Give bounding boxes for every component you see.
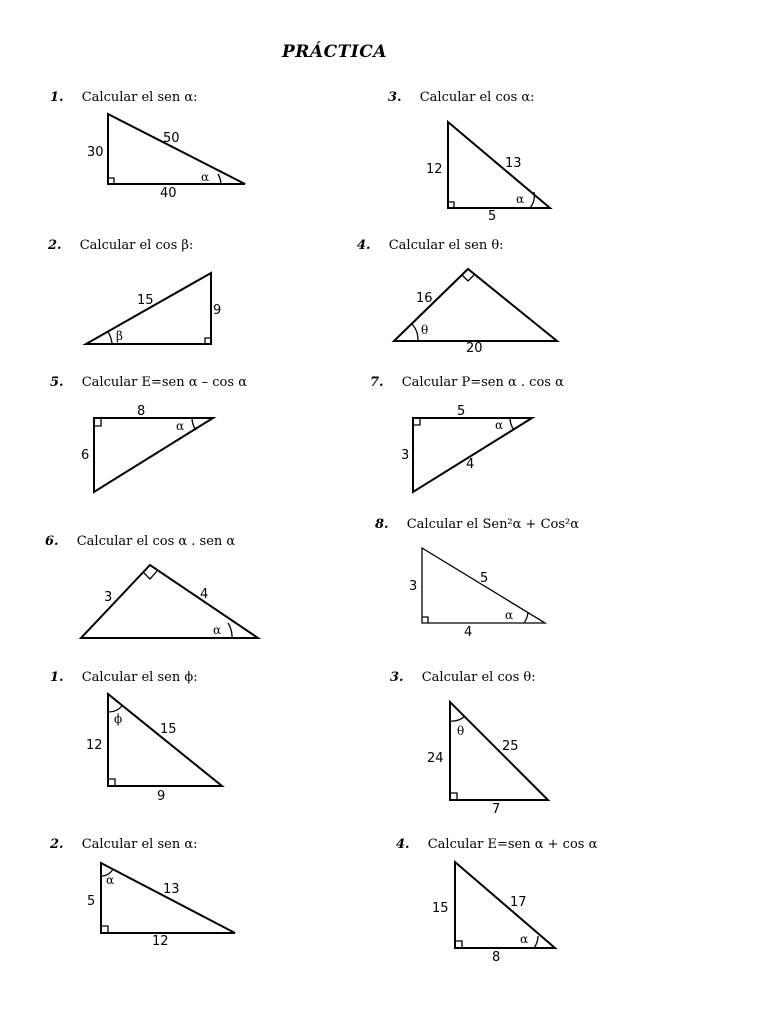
triangle-figure-4 [394,269,557,356]
angle-label: α [516,192,525,206]
problem-number: 2. [50,837,64,852]
triangle-figure-10 [427,702,548,817]
side-label: 12 [152,934,169,949]
side-label: 12 [426,162,443,177]
side-label: 4 [464,625,473,640]
angle-label: α [106,873,115,887]
side-label: 20 [466,341,483,356]
side-label: 15 [160,722,177,737]
side-label: 15 [137,293,154,308]
triangle-figure-11 [87,863,235,949]
triangle-figure-9 [86,694,222,804]
triangle-figure-12 [432,862,555,965]
side-label: 8 [492,950,501,965]
side-label: 3 [401,448,410,463]
problem-number: 3. [388,90,402,105]
problem-prompt: Calcular E=sen α – cos α [81,375,247,390]
problem-prompt: Calcular el sen α: [81,837,198,852]
problem-number: 2. [48,238,62,253]
problem-prompt: Calcular el sen α: [81,90,198,105]
angle-label: α [176,419,185,433]
angle-label: β [116,329,123,343]
side-label: 3 [409,579,418,594]
angle-label: α [505,608,514,622]
side-label: 9 [157,789,166,804]
side-label: 4 [466,457,475,472]
problem-number: 6. [45,534,59,549]
side-label: 25 [502,739,519,754]
side-label: 5 [87,894,96,909]
side-label: 24 [427,751,444,766]
problem-number: 4. [357,238,371,253]
angle-label: α [201,170,210,184]
problem-number: 5. [50,375,64,390]
triangle-figure-8 [409,548,545,640]
problem-number: 1. [50,90,64,105]
problem-prompt: Calcular el cos α . sen α [76,534,236,549]
triangle-figure-5 [81,404,213,492]
side-label: 40 [160,186,177,201]
problem-number: 3. [390,670,404,685]
triangle-figure-2 [426,122,550,224]
triangle-figure-1 [87,114,245,201]
side-label: 8 [137,404,146,419]
angle-label: α [520,932,529,946]
problem-prompt: Calcular el cos θ: [421,670,536,685]
problem-prompt: Calcular el cos β: [79,238,194,253]
side-label: 13 [163,882,180,897]
problem-number: 1. [50,670,64,685]
triangle-figure-6 [401,404,532,492]
problem-prompt: Calcular el Sen²α + Cos²α [406,517,580,532]
triangle-figure-7 [81,565,258,638]
side-label: 7 [492,802,501,817]
problem-prompt: Calcular el sen ϕ: [81,670,198,685]
angle-label: θ [457,724,465,738]
problem-number: 8. [375,517,389,532]
page-title: PRÁCTICA [282,42,387,62]
side-label: 13 [505,156,522,171]
side-label: 12 [86,738,103,753]
side-label: 5 [457,404,466,419]
side-label: 5 [488,209,497,224]
side-label: 16 [416,291,433,306]
problem-prompt: Calcular el cos α: [419,90,535,105]
side-label: 5 [480,571,489,586]
side-label: 3 [104,590,113,605]
side-label: 6 [81,448,90,463]
problem-number: 4. [396,837,410,852]
angle-label: α [213,623,222,637]
angle-label: θ [421,323,429,337]
problem-prompt: Calcular el sen θ: [388,238,504,253]
side-label: 9 [213,303,222,318]
problem-number: 7. [370,375,384,390]
problem-prompt: Calcular P=sen α . cos α [401,375,564,390]
side-label: 4 [200,587,209,602]
angle-label: ϕ [114,712,123,726]
problem-prompt: Calcular E=sen α + cos α [427,837,598,852]
side-label: 30 [87,145,104,160]
angle-label: α [495,418,504,432]
side-label: 17 [510,895,527,910]
triangle-figure-3 [86,273,221,344]
side-label: 50 [163,131,180,146]
side-label: 15 [432,901,449,916]
